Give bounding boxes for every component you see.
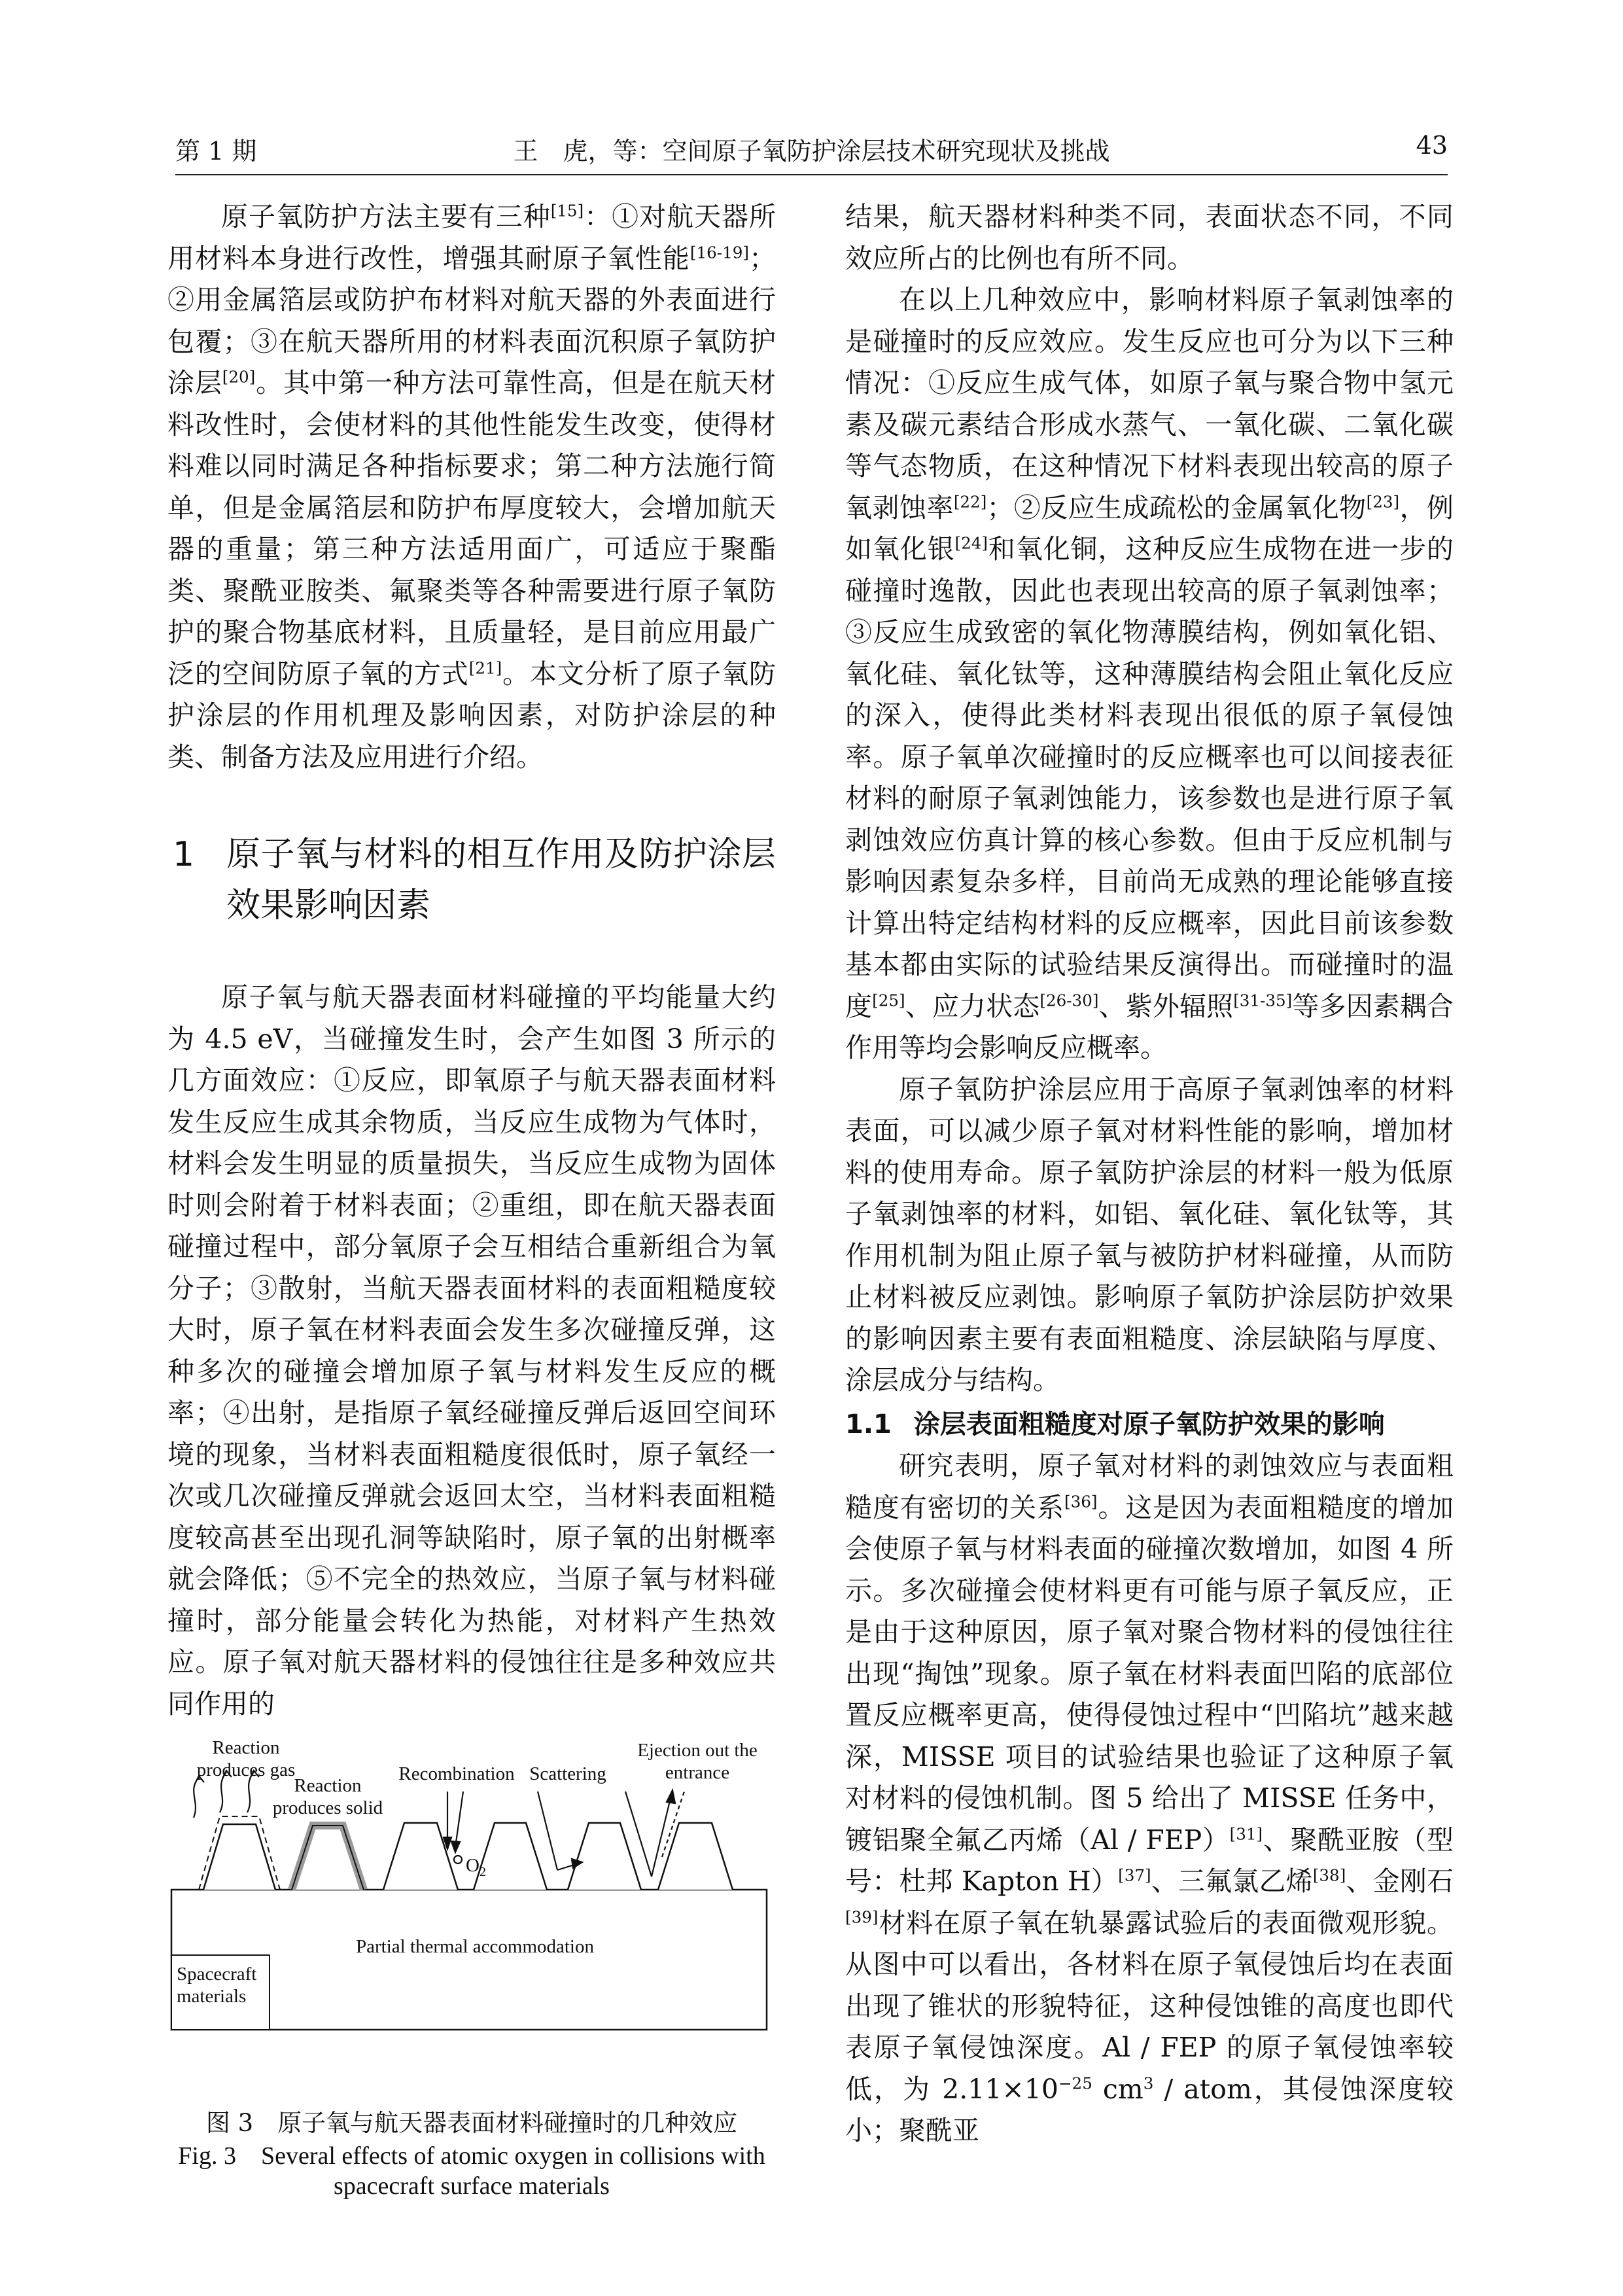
citation-ref: [24] xyxy=(954,533,988,553)
text-run: 。本文分析了原子氧防护涂层的作用机理及影响因素，对防护涂层的种类、制备方法及应用进行介绍。 xyxy=(167,658,777,773)
label-spacecraft-1: Spacecraft xyxy=(177,1964,257,1985)
paragraph-collision-effects xyxy=(167,977,776,1725)
bump-5 xyxy=(568,1823,641,1890)
text-run: 、三氟氯乙烯 xyxy=(1151,1865,1313,1897)
citation-ref: [37] xyxy=(1118,1865,1151,1885)
figure-3-diagram xyxy=(167,1733,776,2099)
left-column xyxy=(167,196,776,2201)
text-run: 。其中第一种方法可靠性高，但是在航天材料改性时，会使材料的其他性能发生改变，使得材料难以同时满足各种指标要求；第二种方法施行简单，但是金属箔层和防护布厚度较大，会增加航天器的重量；第三种方法适用面广，可适应于聚酯类、聚酰亚胺类、氟聚类等各种需要进行原子氧防护的聚合物基底材料，且质量轻，是目前应用最广泛的空间防原子氧的方式 xyxy=(167,367,777,690)
text-run: 材料在原子氧在轨暴露试验后的表面微观形貌。从图中可以看出，各材料在原子氧侵蚀后均在表面出现了锥状的形貌特征，这种侵蚀锥的高度也即代表原子氧侵蚀深度。Al / FEP 的原子氧侵蚀率较低，为 2.11×10 xyxy=(845,1907,1454,2105)
citation-ref: [16-19] xyxy=(689,242,749,262)
citation-ref: [15] xyxy=(550,201,584,221)
section-heading-1 xyxy=(167,829,776,931)
citation-ref: 3 xyxy=(1143,2073,1154,2093)
text-run: 结果，航天器材料种类不同，表面状态不同，不同效应所占的比例也有所不同。 xyxy=(845,201,1454,274)
text-run: ，例如氧化银 xyxy=(845,491,1454,565)
citation-ref: [26-30] xyxy=(1039,990,1099,1010)
paragraph-continued xyxy=(845,196,1454,279)
label-ejection-2: entrance xyxy=(665,1762,730,1783)
citation-ref: [36] xyxy=(1064,1491,1098,1511)
section-title: 原子氧与材料的相互作用及防护涂层效果影响因素 xyxy=(226,835,776,925)
figure-3 xyxy=(167,1733,776,2099)
text-run: 原子氧防护涂层应用于高原子氧剥蚀率的材料表面，可以减少原子氧对材料性能的影响，增加材料的使用寿命。原子氧防护涂层的材料一般为低原子氧剥蚀率的材料，如铝、氧化硅、氧化钛等，其作用机制为阻止原子氧与被防护材料碰撞，从而防止材料被反应剥蚀。影响原子氧防护涂层防护效果的影响因素主要有表面粗糙度、涂层缺陷与厚度、涂层成分与结构。 xyxy=(845,1073,1454,1396)
label-recombination: Recombination xyxy=(398,1763,515,1784)
citation-ref: [21] xyxy=(468,658,502,677)
citation-ref: [25] xyxy=(872,990,905,1010)
label-reaction-solid-1: Reaction xyxy=(294,1775,362,1796)
text-run: 。这是因为表面粗糙度的增加会使原子氧与材料表面的碰撞次数增加，如图 4 所示。多次碰撞会使材料更有可能与原子氧反应，正是由于这种原因，原子氧对聚合物材料的侵蚀往往出现“掏蚀”现象。原子氧在材料表面凹陷的底部位置反应概率更高，使得侵蚀过程中“凹陷坑”越来越深，MISSE 项目的试验结果也验证了这种原子氧对材料的侵蚀机制。图 5 给出了 MISSE 任务中，镀铝聚全氟乙丙烯（Al / FEP） xyxy=(845,1491,1454,1856)
label-reaction-gas-2: produces gas xyxy=(196,1759,296,1780)
text-run: ；②反应生成疏松的金属氧化物 xyxy=(986,491,1367,523)
label-reaction-gas-1: Reaction xyxy=(212,1737,280,1758)
bump-4 xyxy=(474,1823,547,1890)
text-run: 等多因素耦合作用等均会影响反应概率。 xyxy=(845,990,1454,1063)
label-reaction-solid-2: produces solid xyxy=(272,1797,383,1818)
citation-ref: [31] xyxy=(1229,1824,1263,1843)
text-run: 、金刚石 xyxy=(1346,1865,1454,1897)
scattering-arrows xyxy=(538,1792,582,1870)
figure-3-caption xyxy=(167,2108,776,2201)
page-number: 43 xyxy=(1416,131,1448,160)
text-run: 、聚酰亚胺（型号：杜邦 Kapton H） xyxy=(845,1824,1454,1897)
text-run: 原子氧与航天器表面材料碰撞的平均能量大约为 4.5 eV，当碰撞发生时，会产生如图 3 所示的几方面效应：①反应，即氧原子与航天器表面材料发生反应生成其余物质，当反应生成物为气体时，材料会发生明显的质量损失，当反应生成物为固体时则会附着于材料表面；②重组，即在航天器表面碰撞过程中，部分氧原子会互相结合重新组合为氧分子；③散射，当航天器表面材料的表面粗糙度较大时，原子氧在材料表面会发生多次碰撞反弹，这种多次的碰撞会增加原子氧与材料发生反应的概率；④出射，是指原子氧经碰撞反弹后返回空间环境的现象，当材料表面粗糙度很低时，原子氧经一次或几次碰撞反弹就会返回太空，当材料表面粗糙度较高甚至出现孔洞等缺陷时，原子氧的出射概率就会降低；⑤不完全的热效应，当原子氧与材料碰撞时，部分能量会转化为热能，对材料产生热效应。原子氧对航天器材料的侵蚀往往是多种效应共同作用的 xyxy=(167,981,776,1720)
text-run: / atom，其侵蚀深度较小；聚酰亚 xyxy=(845,2073,1454,2146)
citation-ref: [31-35] xyxy=(1233,990,1293,1010)
citation-ref: −25 xyxy=(1058,2073,1092,2093)
label-o2: $O_2$ xyxy=(466,1855,486,1879)
text-run: ：①对航天器所用材料本身进行改性，增强其耐原子氧性能 xyxy=(167,201,777,274)
subsection-heading-1-1 xyxy=(845,1404,1454,1446)
bump-1 xyxy=(203,1824,275,1890)
text-run: 原子氧防护方法主要有三种 xyxy=(221,201,551,232)
citation-ref: [20] xyxy=(222,367,256,387)
paragraph-coating-application xyxy=(845,1069,1454,1402)
citation-ref: [38] xyxy=(1312,1865,1346,1885)
paragraph-protection-methods xyxy=(167,196,776,778)
text-run: cm xyxy=(1092,2073,1143,2105)
paragraph-reaction-effects xyxy=(845,279,1454,1069)
label-scattering: Scattering xyxy=(529,1763,606,1784)
subsection-title: 涂层表面粗糙度对原子氧防护效果的影响 xyxy=(913,1409,1385,1439)
text-run: 和氧化铜，这种反应生成物在进一步的碰撞时逸散，因此也表现出较高的原子氧剥蚀率；③反应生成致密的氧化物薄膜结构，例如氧化铝、氧化硅、氧化钛等，这种薄膜结构会阻止氧化反应的深入，使得此类材料表现出很低的原子氧侵蚀率。原子氧单次碰撞时的反应概率也可以间接表征材料的耐原子氧剥蚀能力，该参数也是进行原子氧剥蚀效应仿真计算的核心参数。但由于反应机制与影响因素复杂多样，目前尚无成熟的理论能够直接计算出特定结构材料的反应概率，因此目前该参数基本都由实际的试验结果反演得出。而碰撞时的温度 xyxy=(845,533,1454,1022)
citation-ref: [39] xyxy=(845,1907,879,1926)
text-run: 在以上几种效应中，影响材料原子氧剥蚀率的是碰撞时的反应效应。发生反应也可分为以下三种情况：①反应生成气体，如原子氧与聚合物中氢元素及碳元素结合形成水蒸气、一氧化碳、二氧化碳等气态物质，在这种情况下材料表现出较高的原子氧剥蚀率 xyxy=(845,284,1454,523)
running-title: 王 虎，等：空间原子氧防护涂层技术研究现状及挑战 xyxy=(513,137,1110,166)
label-partial-thermal: Partial thermal accommodation xyxy=(356,1936,594,1957)
section-number: 1 xyxy=(173,835,195,874)
text-run: ；②用金属箔层或防护布材料对航天器的外表面进行包覆；③在航天器所用的材料表面沉积原子氧防护涂层 xyxy=(167,242,776,398)
bump-6 xyxy=(658,1823,733,1890)
label-ejection-1: Ejection out the xyxy=(637,1740,758,1761)
paragraph-surface-roughness xyxy=(845,1445,1454,2152)
caption-english-2: spacecraft surface materials xyxy=(334,2172,610,2200)
text-run: 研究表明，原子氧对材料的剥蚀效应与表面粗糙度有密切的关系 xyxy=(845,1450,1454,1523)
issue-number: 第 1 期 xyxy=(175,137,257,166)
subsection-number: 1.1 xyxy=(845,1409,892,1439)
citation-ref: [22] xyxy=(953,491,987,511)
text-run: 、应力状态 xyxy=(905,990,1040,1022)
caption-english-1: Fig. 3 Several effects of atomic oxygen in collisions with xyxy=(178,2142,765,2170)
caption-chinese: 图 3 原子氧与航天器表面材料碰撞时的几种效应 xyxy=(205,2109,738,2137)
text-run: 、紫外辐照 xyxy=(1098,990,1234,1022)
label-spacecraft-2: materials xyxy=(177,1986,247,2007)
citation-ref: [23] xyxy=(1366,491,1400,511)
running-header xyxy=(175,128,1448,175)
right-column xyxy=(845,196,1454,2152)
